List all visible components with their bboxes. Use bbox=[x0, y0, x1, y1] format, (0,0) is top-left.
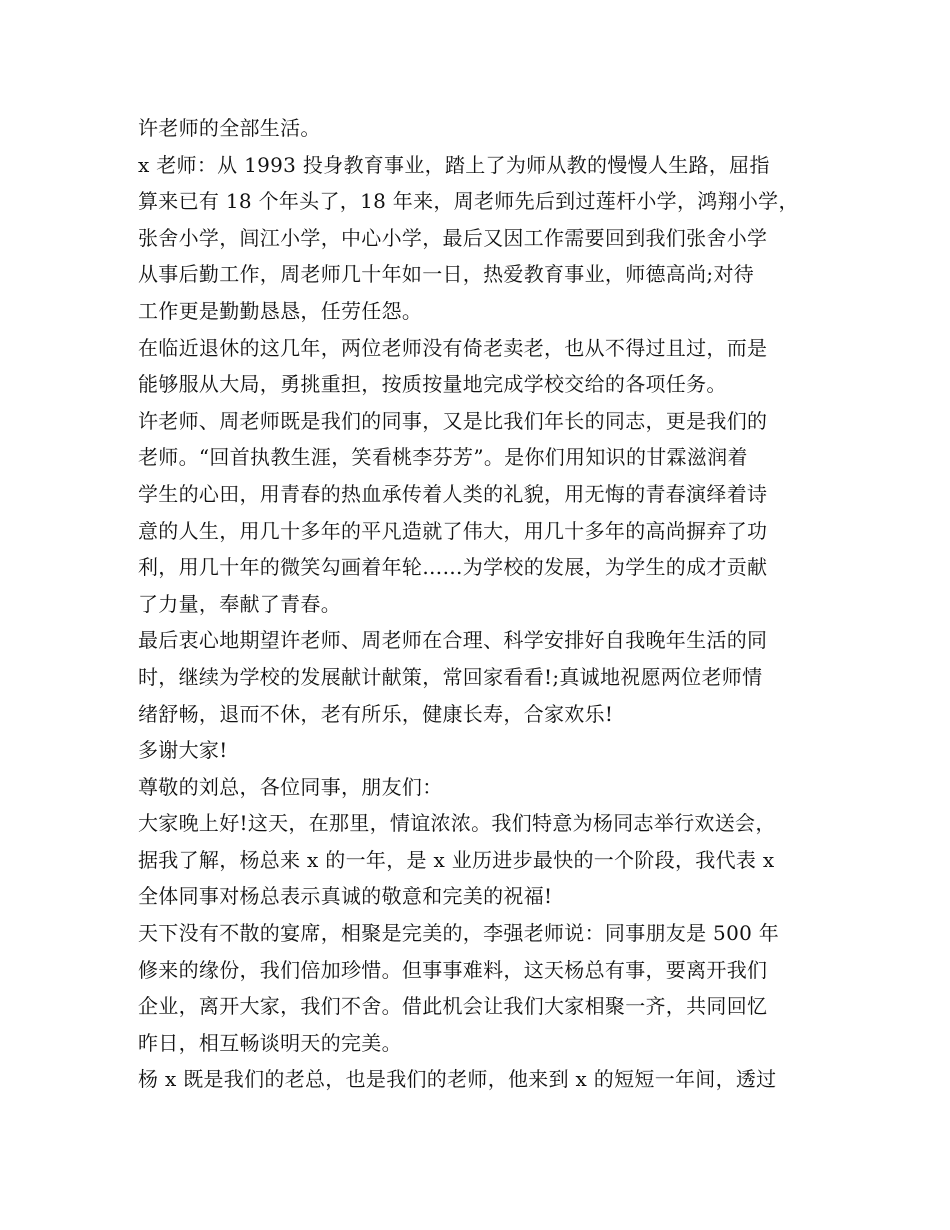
text-line: 许老师的全部生活。 bbox=[138, 116, 321, 140]
text-line: 算来已有 18 个年头了，18 年来，周老师先后到过莲杆小学，鸿翔小学， bbox=[138, 189, 799, 214]
document-body bbox=[138, 110, 822, 1098]
text-line: 学生的心田，用青春的热血承传着人类的礼貌，用无悔的青春演绎着诗 bbox=[138, 481, 768, 506]
text-line: 工作更是勤勤恳恳，任劳任怨。 bbox=[138, 298, 423, 323]
text-line: 老师。“回首执教生涯，笑看桃李芬芳”。是你们用知识的甘霖滋润着 bbox=[138, 445, 748, 470]
text-line: 最后衷心地期望许老师、周老师在合理、科学安排好自我晚年生活的同 bbox=[138, 628, 768, 653]
text-line: 杨 x 既是我们的老总，也是我们的老师，他来到 x 的短短一年间，透过 bbox=[138, 1067, 777, 1092]
text-line: 昨日，相互畅谈明天的完美。 bbox=[138, 1030, 402, 1055]
text-line: 据我了解，杨总来 x 的一年，是 x 业历进步最快的一个阶段，我代表 x bbox=[138, 847, 775, 872]
text-line: 绪舒畅，退而不休，老有所乐，健康长寿，合家欢乐! bbox=[138, 701, 614, 726]
text-line: 企业，离开大家，我们不舍。借此机会让我们大家相聚一齐，共同回忆 bbox=[138, 994, 768, 1019]
text-line: 意的人生，用几十多年的平凡造就了伟大，用几十多年的高尚摒弃了功 bbox=[138, 518, 768, 543]
text-line: 多谢大家! bbox=[138, 738, 228, 763]
text-line: 大家晚上好!这天，在那里，情谊浓浓。我们特意为杨同志举行欢送会， bbox=[138, 811, 776, 836]
text-line: 全体同事对杨总表示真诚的敬意和完美的祝福! bbox=[138, 884, 553, 909]
text-line: 从事后勤工作，周老师几十年如一日，热爱教育事业，师德高尚;对待 bbox=[138, 262, 755, 287]
text-line: 时，继续为学校的发展献计献策，常回家看看!;真诚地祝愿两位老师情 bbox=[138, 664, 763, 689]
text-line: 天下没有不散的宴席，相聚是完美的，李强老师说：同事朋友是 500 年 bbox=[138, 921, 780, 946]
text-line: 能够服从大局，勇挑重担，按质按量地完成学校交给的各项任务。 bbox=[138, 372, 727, 397]
text-line: x 老师：从 1993 投身教育事业，踏上了为师从教的慢慢人生路，屈指 bbox=[138, 152, 770, 177]
text-line: 尊敬的刘总，各位同事，朋友们： bbox=[138, 774, 443, 799]
text-line: 许老师、周老师既是我们的同事，又是比我们年长的同志，更是我们的 bbox=[138, 408, 768, 433]
text-line: 张舍小学，闾江小学，中心小学，最后又因工作需要回到我们张舍小学 bbox=[138, 225, 768, 250]
text-line: 在临近退休的这几年，两位老师没有倚老卖老，也从不得过且过，而是 bbox=[138, 335, 768, 360]
text-line: 利，用几十年的微笑勾画着年轮……为学校的发展，为学生的成才贡献 bbox=[138, 555, 768, 580]
text-line: 了力量，奉献了青春。 bbox=[138, 591, 341, 616]
text-line: 修来的缘份，我们倍加珍惜。但事事难料，这天杨总有事，要离开我们 bbox=[138, 957, 768, 982]
